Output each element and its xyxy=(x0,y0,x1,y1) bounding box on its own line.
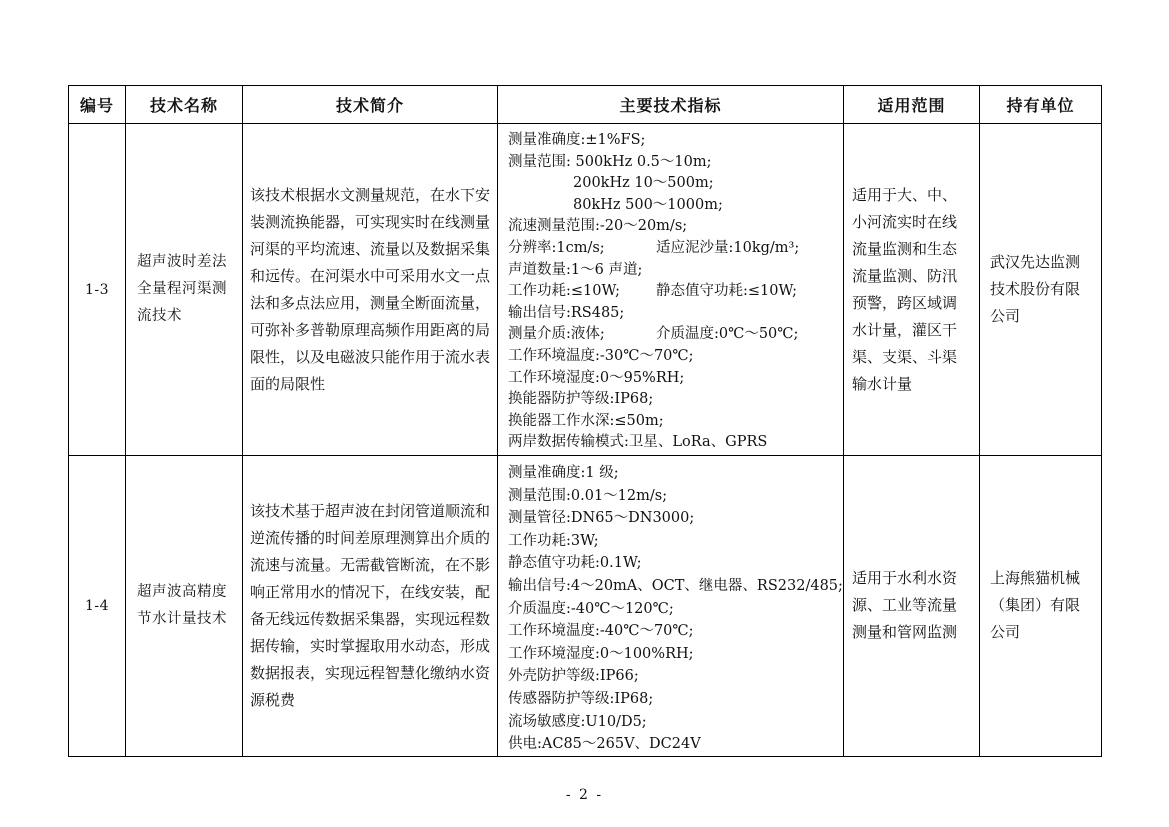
indicator-text: 换能器工作水深:≤50m; xyxy=(508,412,664,429)
indicator-line xyxy=(508,530,837,553)
indicator-text: 传感器防护等级:IP68; xyxy=(508,690,654,707)
indicator-text: 分辨率:1cm/s; xyxy=(508,239,605,256)
indicator-text: 外壳防护等级:IP66; xyxy=(508,668,639,685)
indicator-line xyxy=(508,216,837,238)
indicator-text: 工作功耗:≤10W; xyxy=(508,283,621,300)
tech-intro-text: 该技术根据水文测量规范，在水下安装测流换能器，可实现实时在线测量河渠的平均流速、流量以及数据采集和远传。在河渠水中可采用水文一点法和多点法应用，测量全断面流量，可弥补多普勒原理高频作用距离的局限性，以及电磁波只能作用于流水表面的局限性 xyxy=(250,185,491,393)
indicator-line xyxy=(508,195,837,217)
indicator-line xyxy=(508,688,837,711)
indicator-line xyxy=(508,238,837,260)
indicator-text: 输出信号:RS485; xyxy=(508,304,625,321)
indicator-line xyxy=(508,598,837,621)
column-header-tech-intro: 技术简介 xyxy=(243,86,498,124)
indicator-text: 供电:AC85～265V、DC24V xyxy=(508,736,701,753)
indicator-line xyxy=(508,552,837,575)
cell-tech-intro xyxy=(243,124,498,456)
indicator-text: 200kHz 10～500m; xyxy=(573,175,714,192)
indicator-text: 工作环境温度:-40℃～70℃; xyxy=(508,623,694,640)
holder-text: 上海熊猫机械（集团）有限公司 xyxy=(990,569,1081,642)
indicator-text: 流场敏感度:U10/D5; xyxy=(508,713,647,730)
indicator-line xyxy=(508,643,837,666)
page-number: - 2 - xyxy=(565,787,604,803)
cell-indicators xyxy=(498,124,844,456)
indicator-line xyxy=(508,324,837,346)
column-header-tech-name: 技术名称 xyxy=(126,86,243,124)
indicator-text: 工作功耗:3W; xyxy=(508,532,599,549)
indicator-line xyxy=(508,346,837,368)
indicator-line xyxy=(508,173,837,195)
cell-tech-name xyxy=(126,124,243,456)
indicator-text: 工作环境湿度:0～95%RH; xyxy=(508,369,685,386)
indicator-text: 介质温度:-40℃～120℃; xyxy=(508,600,674,617)
column-header-scope: 适用范围 xyxy=(844,86,980,124)
cell-holder xyxy=(980,124,1102,456)
cell-scope xyxy=(844,124,980,456)
indicator-line xyxy=(508,620,837,643)
indicator-line xyxy=(508,130,837,152)
header-row xyxy=(69,86,1102,124)
cell-id: 1-3 xyxy=(69,124,126,456)
indicator-text: 测量管径:DN65～DN3000; xyxy=(508,510,695,527)
scope-text: 适用于水利水资源、工业等流量测量和管网监测 xyxy=(852,569,958,642)
indicator-text: 流速测量范围:-20～20m/s; xyxy=(508,218,688,235)
indicator-text: 测量介质:液体; xyxy=(508,326,605,343)
tech-name-text: 超声波时差法全量程河渠测流技术 xyxy=(137,254,227,324)
indicator-text-col2: 介质温度:0℃～50℃; xyxy=(656,326,799,343)
table-row xyxy=(69,456,1102,757)
indicator-line xyxy=(508,733,837,756)
indicator-text: 测量准确度:±1%FS; xyxy=(508,132,646,148)
column-header-id: 编号 xyxy=(69,86,126,124)
cell-holder xyxy=(980,456,1102,757)
indicator-line xyxy=(508,711,837,734)
indicator-text: 80kHz 500～1000m; xyxy=(573,196,723,213)
indicator-text-col2: 适应泥沙量:10kg/m³; xyxy=(656,239,800,256)
technology-table xyxy=(68,85,1102,757)
cell-indicators xyxy=(498,456,844,757)
indicator-text-col2: 静态值守功耗:≤10W; xyxy=(656,283,798,300)
indicator-text: 工作环境温度:-30℃～70℃; xyxy=(508,347,694,364)
indicator-line xyxy=(508,281,837,303)
indicator-line xyxy=(508,485,837,508)
indicator-text: 测量范围: 500kHz 0.5～10m; xyxy=(508,153,712,170)
indicator-line xyxy=(508,152,837,174)
cell-tech-name xyxy=(126,456,243,757)
indicator-line xyxy=(508,462,837,485)
indicator-line xyxy=(508,389,837,411)
tech-intro-text: 该技术基于超声波在封闭管道顺流和逆流传播的时间差原理测算出介质的流速与流量。无需截管断流，在不影响正常用水的情况下，在线安装，配备无线远传数据采集器，实现远程数据传输，实时掌握取用水动态，形成数据报表，实现远程智慧化缴纳水资源税费 xyxy=(250,501,491,709)
indicator-text: 静态值守功耗:0.1W; xyxy=(508,555,642,572)
tech-name-text: 超声波高精度节水计量技术 xyxy=(137,583,227,627)
cell-scope xyxy=(844,456,980,757)
cell-id: 1-4 xyxy=(69,456,126,757)
indicator-text: 声道数量:1～6 声道; xyxy=(508,261,643,278)
table-row xyxy=(69,124,1102,456)
indicator-line xyxy=(508,303,837,325)
indicator-line xyxy=(508,260,837,282)
indicator-line xyxy=(508,411,837,433)
indicator-text: 测量准确度:1 级; xyxy=(508,465,619,481)
indicator-text: 输出信号:4～20mA、OCT、继电器、RS232/485; xyxy=(508,577,843,594)
indicator-line xyxy=(508,575,843,598)
column-header-indicators: 主要技术指标 xyxy=(498,86,844,124)
indicator-line xyxy=(508,665,837,688)
indicator-text: 两岸数据传输模式:卫星、LoRa、GPRS xyxy=(508,434,768,451)
indicator-text: 换能器防护等级:IP68; xyxy=(508,391,654,408)
indicator-text: 测量范围:0.01～12m/s; xyxy=(508,487,668,504)
cell-tech-intro xyxy=(243,456,498,757)
column-header-holder: 持有单位 xyxy=(980,86,1102,124)
indicator-line xyxy=(508,368,837,390)
indicator-text: 工作环境湿度:0～100%RH; xyxy=(508,645,694,662)
holder-text: 武汉先达监测技术股份有限公司 xyxy=(990,253,1081,325)
scope-text: 适用于大、中、小河流实时在线流量监测和生态流量监测、防汛预警，跨区域调水计量，灌区干渠、支渠、斗渠输水计量 xyxy=(852,185,958,393)
indicator-line xyxy=(508,432,837,454)
indicator-line xyxy=(508,507,837,530)
